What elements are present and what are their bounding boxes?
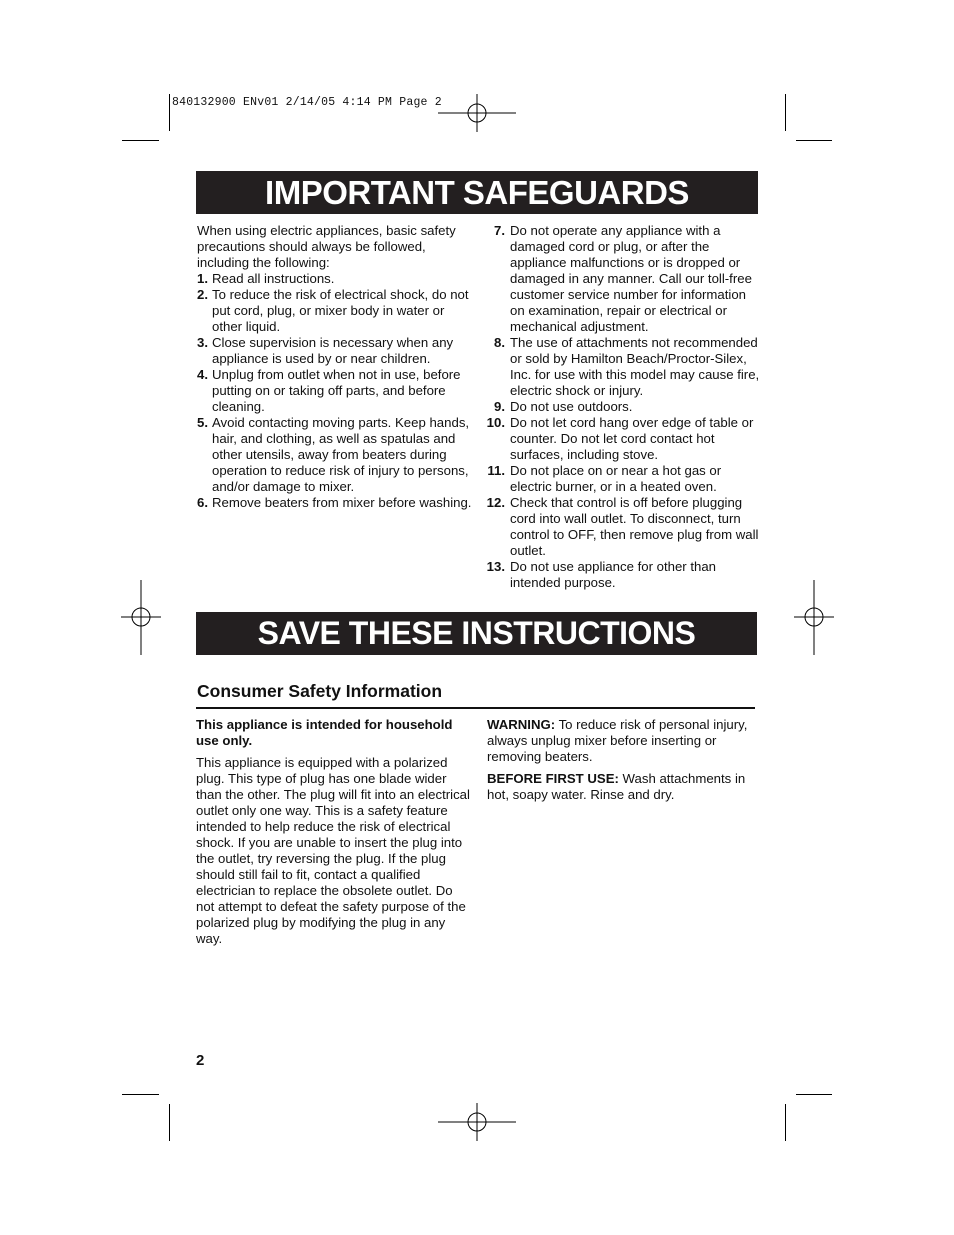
item-number: 6. [197, 495, 208, 510]
section-divider [196, 707, 755, 709]
page-number: 2 [196, 1052, 205, 1069]
item-text: Avoid contacting moving parts. Keep hands, hair, and clothing, as well as spatulas and other utensils, away from beaters during operation to reduce risk of injury to persons, and/or damage to mixer. [212, 415, 470, 494]
crop-mark [169, 94, 170, 131]
list-item [197, 415, 477, 495]
first-use-text: Wash attachments in hot, soapy water. Rinse and dry. [487, 771, 746, 802]
consumer-left-column [196, 717, 472, 947]
registration-mark-icon [121, 580, 161, 655]
consumer-safety-heading: Consumer Safety Information [197, 681, 443, 701]
item-text: Unplug from outlet when not in use, before putting on or taking off parts, and before cleaning. [212, 367, 461, 414]
item-number: 1. [197, 271, 208, 286]
list-item [197, 271, 477, 287]
item-number: 13. [486, 559, 505, 574]
item-number: 8. [494, 335, 505, 350]
list-item [486, 463, 760, 495]
list-item [486, 335, 760, 399]
polarized-plug-text: This appliance is equipped with a polarized plug. This type of plug has one blade wider than the other. The plug will fit into an electrical outlet only one way. This is a safety feature intended to help reduce the risk of electrical shock. If you are unable to insert the plug into the outlet, try reversing the plug. If the plug should still fail to fit, contact a qualified electrician to replace the obsolete outlet. Do not attempt to defeat the safety purpose of the polarized plug by modifying the plug in any way. [196, 755, 470, 946]
list-item [486, 415, 760, 463]
warning-label: WARNING: [487, 717, 556, 732]
safeguards-title: IMPORTANT SAFEGUARDS [196, 171, 758, 214]
safeguards-intro: When using electric appliances, basic safety precautions should always be followed, including the following: [197, 223, 456, 270]
save-instructions-banner: SAVE THESE INSTRUCTIONS [196, 612, 757, 655]
item-text: Check that control is off before plugging cord into wall outlet. To disconnect, turn control to OFF, then remove plug from wall outlet. [510, 495, 759, 558]
crop-mark [169, 1104, 170, 1141]
registration-mark-icon [794, 580, 834, 655]
warning-text: To reduce risk of personal injury, always unplug mixer before inserting or removing beaters. [487, 717, 748, 764]
item-text: Do not use outdoors. [510, 399, 633, 414]
item-number: 10. [486, 415, 505, 430]
crop-mark [796, 140, 832, 141]
item-number: 9. [494, 399, 505, 414]
item-number: 11. [487, 463, 505, 478]
item-number: 12. [486, 495, 505, 510]
list-item [486, 399, 760, 415]
item-text: Do not operate any appliance with a damaged cord or plug, or after the appliance malfunctions or is dropped or damaged in any manner. Call our toll-free customer service number for information on examination, repair or electrical or mechanical adjustment. [510, 223, 752, 334]
list-item [486, 223, 760, 335]
item-text: Remove beaters from mixer before washing. [212, 495, 472, 510]
item-text: Do not let cord hang over edge of table or counter. Do not let cord contact hot surfaces, including stove. [510, 415, 754, 462]
list-item [197, 495, 477, 511]
household-use-note: This appliance is intended for household use only. [196, 717, 453, 748]
safeguards-list-right [486, 223, 760, 591]
crop-mark [785, 1104, 786, 1141]
first-use-label: BEFORE FIRST USE: [487, 771, 619, 786]
item-number: 2. [197, 287, 208, 302]
first-use-paragraph [487, 771, 757, 803]
item-text: Close supervision is necessary when any appliance is used by or near children. [212, 335, 454, 366]
warning-paragraph [487, 717, 757, 765]
crop-mark [122, 140, 159, 141]
registration-mark-icon [438, 94, 516, 132]
item-number: 7. [494, 223, 505, 238]
crop-mark [122, 1094, 159, 1095]
item-text: To reduce the risk of electrical shock, do not put cord, plug, or mixer body in water or other liquid. [212, 287, 469, 334]
crop-mark [796, 1094, 832, 1095]
registration-mark-icon [438, 1103, 516, 1141]
list-item [197, 335, 477, 367]
item-text: The use of attachments not recommended or sold by Hamilton Beach/Proctor-Silex, Inc. for use with this model may cause fire, electric shock or injury. [510, 335, 760, 398]
item-number: 5. [197, 415, 208, 430]
list-item [197, 287, 477, 335]
item-text: Do not use appliance for other than intended purpose. [510, 559, 717, 590]
crop-mark [785, 94, 786, 131]
item-text: Do not place on or near a hot gas or electric burner, or in a heated oven. [510, 463, 722, 494]
item-text: Read all instructions. [212, 271, 335, 286]
list-item [486, 559, 760, 591]
item-number: 4. [197, 367, 208, 382]
list-item [197, 367, 477, 415]
item-number: 3. [197, 335, 208, 350]
printer-slug-line: 840132900 ENv01 2/14/05 4:14 PM Page 2 [172, 96, 442, 109]
safeguards-list-left [197, 271, 477, 511]
list-item [486, 495, 760, 559]
consumer-right-column [487, 717, 757, 803]
